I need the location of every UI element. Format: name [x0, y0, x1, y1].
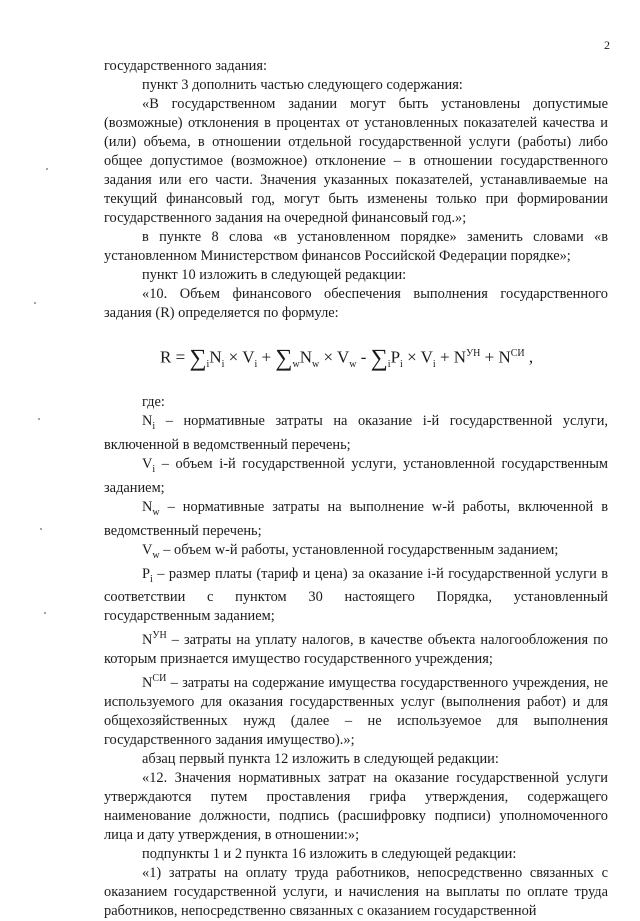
definition-text: – нормативные затраты на оказание i-й государственной услуги, включенной в ведомственный перечень; — [104, 413, 608, 453]
sum-index-w: w — [292, 359, 300, 371]
term-p-index: i — [400, 359, 403, 371]
definition-symbol: N — [142, 674, 153, 691]
scan-speck — [44, 612, 46, 614]
definition-symbol: V — [142, 455, 153, 472]
paragraphs-after-definitions — [104, 750, 608, 921]
term-p: P — [390, 347, 401, 367]
definition-symbol: N — [142, 413, 153, 429]
definition-item — [104, 455, 608, 498]
term-v-index: w — [349, 359, 357, 371]
definition-item — [104, 541, 608, 565]
definition-symbol: N — [142, 498, 153, 515]
term-v: V — [420, 347, 433, 367]
superscript-un: УН — [466, 348, 481, 359]
paragraph: «1) затраты на оплату труда работников, непосредственно связанных с оказанием государственной услуги, и начисления на выплаты по оплате труда работников, непосредственно связанных с оказанием государственной — [104, 864, 608, 919]
term-n-si: N — [498, 347, 511, 367]
term-v: V — [242, 347, 255, 367]
definition-text: – затраты на содержание имущества государственного учреждения, не используемого для оказания государственных услуг (выполнения работ) и для общехозяйственных нужд (далее – не используемое для выполнения государственного задания имущество).»; — [104, 674, 608, 748]
definition-subscript: i — [150, 573, 153, 585]
definition-item — [104, 669, 608, 750]
term-v: V — [337, 347, 350, 367]
plus-sign: + — [484, 347, 495, 367]
sum-index-i: i — [387, 359, 391, 371]
sum-index-i: i — [206, 359, 210, 371]
definition-subscript: i — [152, 463, 156, 475]
scan-speck — [46, 168, 48, 170]
times-sign: × — [407, 347, 417, 367]
term-n-index: i — [221, 359, 225, 371]
definition-item — [104, 498, 608, 541]
paragraph: «12. Значения нормативных затрат на оказание государственной услуги утверждаются путем проставления грифа утверждения, содержащего наименование должности, подпись (расшифровку подписи) уполномоченного лица и дату утверждения, в отношении:»; — [104, 769, 608, 843]
definition-text: – нормативные затраты на выполнение w-й работы, включенной в ведомственный перечень; — [104, 498, 608, 539]
definition-symbol: P — [142, 565, 151, 582]
paragraph: в пункте 8 слова «в установленном порядке» заменить словами «в установленном Министерством финансов Российской Федерации порядке»; — [104, 229, 608, 264]
paragraph: пункт 10 изложить в следующей редакции: — [142, 267, 407, 283]
definition-superscript: СИ — [152, 673, 167, 685]
scan-speck — [40, 528, 42, 530]
definition-item — [104, 412, 608, 455]
superscript-si: СИ — [510, 348, 525, 359]
scan-speck — [34, 302, 36, 304]
definition-text: – затраты на уплату налогов, в качестве объекта налогообложения по которым признается имущество государственного учреждения; — [104, 632, 608, 668]
definition-text: – размер платы (тариф и цена) за оказание i-й государственной услуги в соответствии с пунктом 30 настоящего Порядка, установленный государственным заданием; — [104, 565, 608, 625]
scan-speck — [38, 418, 40, 420]
term-n-index: w — [311, 359, 320, 371]
definition-symbol: V — [142, 541, 153, 558]
definition-subscript: w — [152, 506, 160, 518]
definition-subscript: w — [152, 549, 160, 561]
page-number: 2 — [604, 38, 610, 52]
definition-text: – объем w-й работы, установленной государственным заданием; — [159, 541, 559, 558]
document-body — [104, 57, 608, 921]
formula-equals: = — [175, 347, 186, 367]
times-sign: × — [323, 347, 334, 367]
paragraph: подпункты 1 и 2 пункта 16 изложить в следующей редакции: — [142, 845, 517, 862]
definition-text: – объем i-й государственной услуги, установленной государственным заданием; — [104, 455, 608, 496]
paragraph: пункт 3 дополнить частью следующего содержания: — [142, 77, 463, 93]
paragraph: государственного задания: — [104, 58, 267, 74]
definition-item — [104, 626, 608, 669]
paragraph: «В государственном задании могут быть установлены допустимые (возможные) отклонения в процентах от установленных показателей качества и (или) объема, в отношении отдельной государственной услуги (работы) либо общее допустимое (возможное) отклонение – в отношении государственного задания или его части. Значения указанных показателей, устанавливаемые на текущий финансовый год, могут быть изменены только при формировании государственного задания на очередной финансовый год.»; — [104, 96, 608, 226]
paragraph: «10. Объем финансового обеспечения выполнения государственного задания (R) определяется по формуле: — [104, 286, 608, 321]
sum-symbol: ∑ — [275, 345, 293, 372]
term-n-un: N — [453, 347, 467, 367]
plus-sign: + — [439, 347, 450, 367]
definition-symbol: N — [142, 632, 153, 649]
where-label: где: — [142, 394, 165, 410]
term-n: N — [299, 347, 312, 367]
formula-lhs: R — [160, 347, 172, 367]
definition-subscript: i — [152, 420, 156, 432]
financing-formula — [104, 337, 608, 371]
plus-sign: + — [261, 347, 272, 367]
formula-comma: , — [528, 347, 534, 367]
sum-symbol: ∑ — [189, 345, 207, 372]
term-v-index: i — [432, 359, 436, 371]
term-n: N — [209, 347, 222, 367]
minus-sign: - — [360, 347, 367, 367]
times-sign: × — [228, 347, 239, 367]
definition-superscript: УН — [152, 630, 167, 642]
sum-symbol: ∑ — [370, 345, 388, 372]
term-v-index: i — [254, 359, 258, 371]
definition-item — [104, 565, 608, 627]
variable-definitions — [104, 412, 608, 750]
paragraph: абзац первый пункта 12 изложить в следующей редакции: — [142, 750, 499, 767]
paragraphs-before-formula — [104, 57, 608, 323]
